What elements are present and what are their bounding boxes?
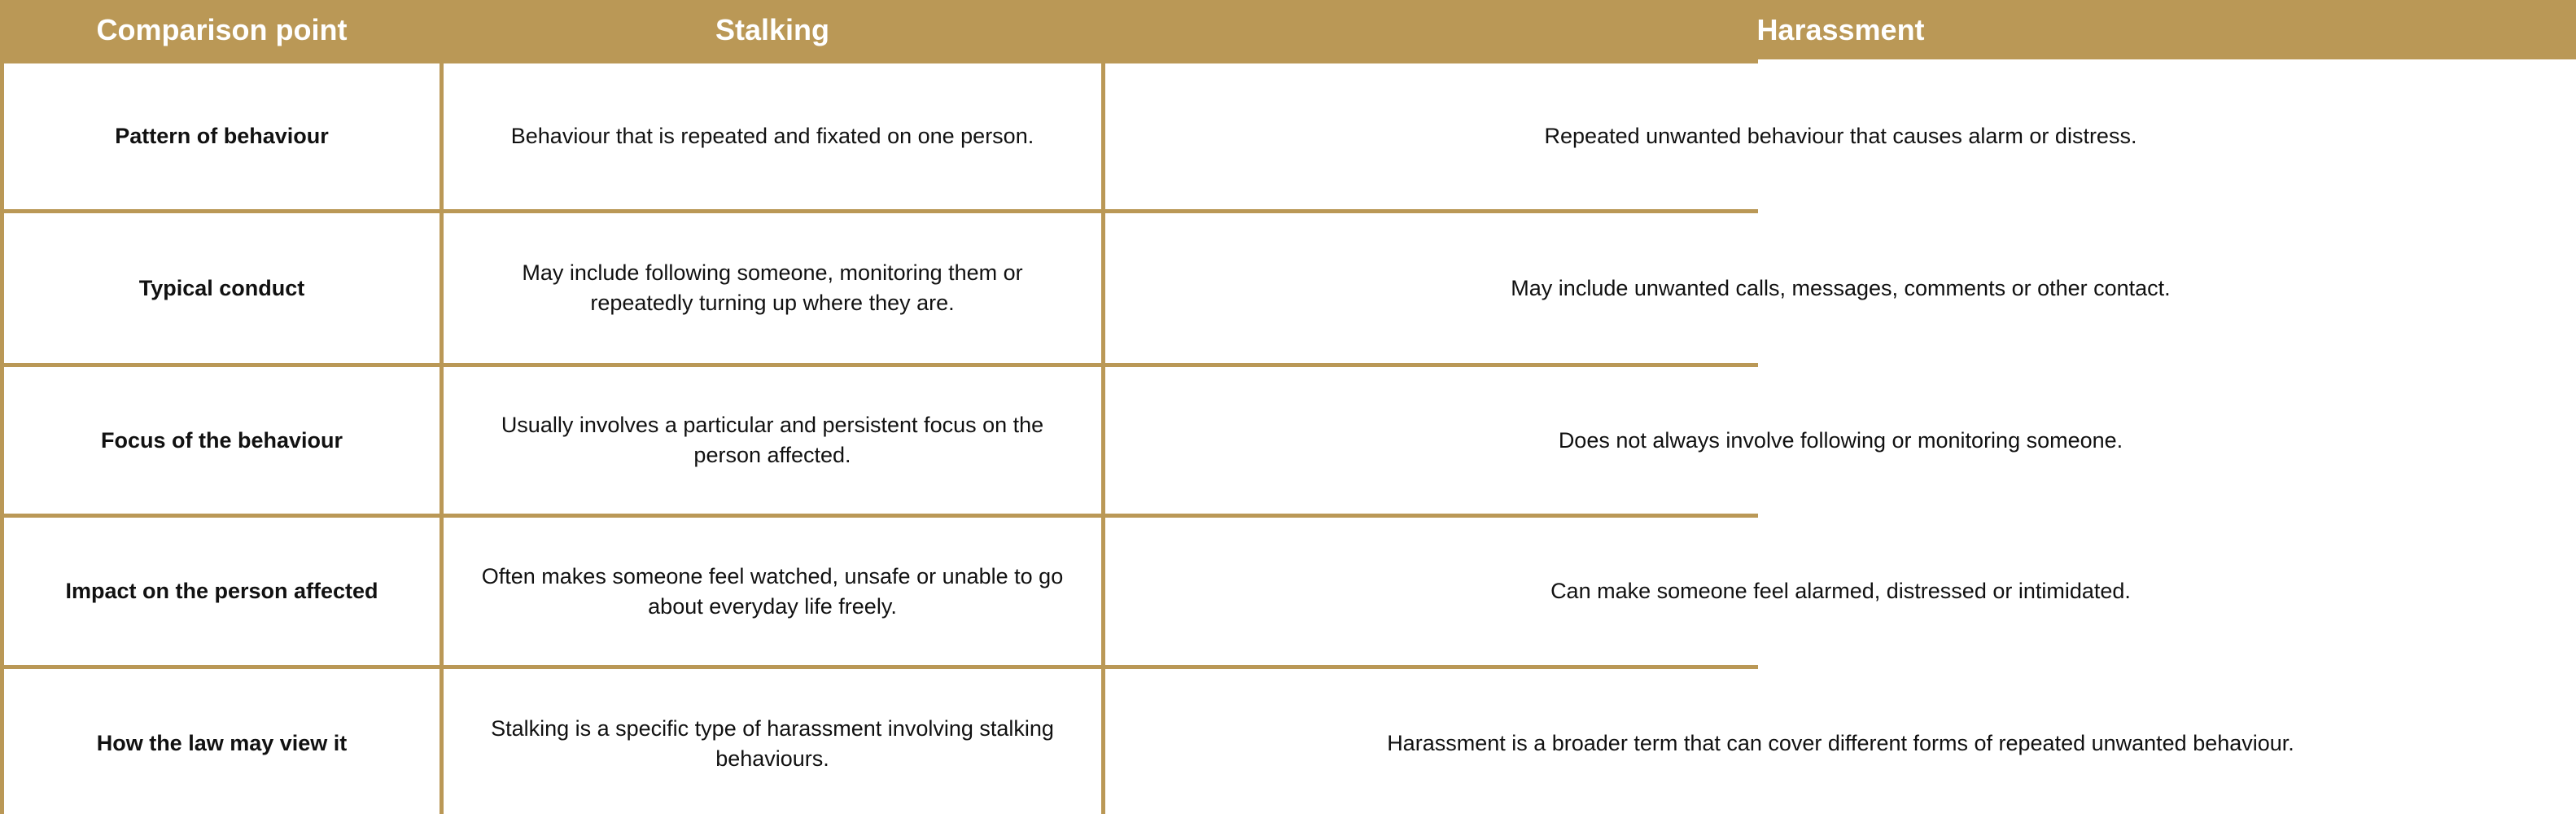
header-comparison-point: Comparison point	[4, 0, 440, 59]
header-stalking: Stalking	[444, 0, 1101, 59]
harassment-text: Repeated unwanted behaviour that causes alarm or distress.	[1544, 124, 2137, 148]
stalking-text: Stalking is a specific type of harassment involving stalking behaviours.	[491, 715, 1054, 771]
stalking-text: Usually involves a particular and persistent focus on the person affected.	[501, 413, 1044, 467]
row-label-pattern-of-behaviour	[4, 63, 440, 209]
harassment-cell-conduct	[1105, 213, 2576, 363]
harassment-text: Can make someone feel alarmed, distressed or intimidated.	[1550, 579, 2131, 603]
row-label-text: Focus of the behaviour	[100, 427, 343, 453]
header-harassment: Harassment	[1105, 0, 2576, 59]
row-label-text: Impact on the person affected	[65, 579, 378, 603]
row-label-focus	[4, 367, 440, 514]
row-label-text: Typical conduct	[138, 275, 305, 300]
harassment-text: Does not always involve following or monitoring someone.	[1558, 427, 2123, 453]
stalking-cell-impact	[444, 518, 1101, 665]
harassment-text: Harassment is a broader term that can cover different forms of repeated unwanted behaviour.	[1387, 731, 2294, 755]
row-label-law	[4, 669, 440, 818]
row-label-impact	[4, 518, 440, 665]
stalking-cell-pattern	[444, 63, 1101, 209]
stalking-cell-conduct	[444, 213, 1101, 363]
harassment-cell-impact	[1105, 518, 2576, 665]
harassment-cell-law	[1105, 669, 2576, 818]
harassment-cell-focus	[1105, 367, 2576, 514]
harassment-text: May include unwanted calls, messages, comments or other contact.	[1511, 275, 2171, 300]
harassment-cell-pattern	[1105, 63, 2576, 209]
stalking-cell-focus	[444, 367, 1101, 514]
row-label-text: How the law may view it	[96, 731, 348, 755]
row-label-typical-conduct	[4, 213, 440, 363]
stalking-cell-law	[444, 669, 1101, 818]
stalking-text: Behaviour that is repeated and fixated on one person.	[510, 124, 1034, 148]
stalking-text: Often makes someone feel watched, unsafe or unable to go about everyday life freely.	[481, 563, 1064, 619]
stalking-text: May include following someone, monitoring them or repeatedly turning up where they are.	[522, 260, 1023, 315]
row-label-text: Pattern of behaviour	[115, 124, 329, 148]
